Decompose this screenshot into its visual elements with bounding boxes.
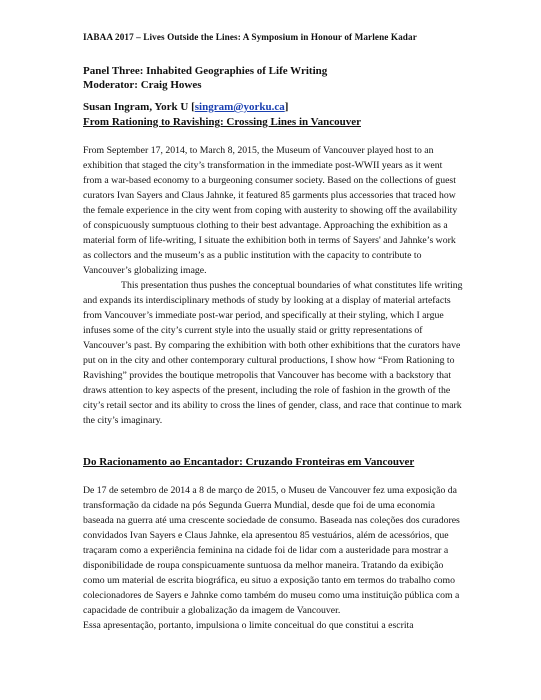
- paper-title-english: From Rationing to Ravishing: Crossing Lines in Vancouver: [83, 116, 361, 128]
- author-name: Susan Ingram, York U [: [83, 101, 195, 113]
- panel-title: Panel Three: Inhabited Geographies of Life Writing: [83, 65, 328, 77]
- author-block: [83, 100, 503, 130]
- running-header: IABAA 2017 – Lives Outside the Lines: A Symposium in Honour of Marlene Kadar: [83, 32, 417, 42]
- panel-moderator: Moderator: Craig Howes: [83, 79, 202, 91]
- author-bracket: ]: [284, 101, 289, 113]
- abstract-english-paragraph-1: From September 17, 2014, to March 8, 2015, the Museum of Vancouver played host to an exhibition that staged the city’s transformation in the immediate post-WWII years as it went from a war-based economy to a burgeoning consumer society. Based on the collections of guest curators Ivan Sayers and Claus Jahnke, it featured 85 garments plus accessories that traced how the female experience in the city went from coping with austerity to showing off the availability of conspicuously sumptuous clothing to their best advantage. Approaching the exhibition as a material form of life-writing, I situate the exhibition both in terms of Sayers' and Jahnke’s work as collectors and the museum’s as a public institution with the capacity to contribute to Vancouver’s globalizing image.: [83, 145, 458, 276]
- abstract-english: [83, 143, 463, 428]
- author-email-link[interactable]: singram@yorku.ca: [194, 101, 285, 113]
- author-line: [83, 100, 503, 115]
- panel-info: [83, 64, 483, 92]
- abstract-portuguese: [83, 483, 463, 633]
- abstract-portuguese-paragraph-2: Essa apresentação, portanto, impulsiona o limite conceitual do que constitui a escrita: [83, 620, 414, 631]
- abstract-english-paragraph-2: This presentation thus pushes the conceptual boundaries of what constitutes life writing and expands its interdisciplinary methods of study by looking at a display of material artefacts from Vancouver’s immediate post-war period, and specifically at their styling, which I argue infuses some of the city’s current style into the usually staid or gritty representations of Vancouver’s past. By comparing the exhibition with both other exhibitions that the curators have put on in the city and other contemporary cultural productions, I show how “From Rationing to Ravishing” provides the boutique metropolis that Vancouver has become with a backstory that draws attention to key aspects of the present, including the role of fashion in the growth of the city’s retail sector and its ability to cross the lines of gender, class, and race that continue to mark the city’s imaginary.: [83, 280, 463, 426]
- paper-title-portuguese: Do Racionamento ao Encantador: Cruzando Fronteiras em Vancouver: [83, 456, 415, 468]
- abstract-portuguese-paragraph-1: De 17 de setembro de 2014 a 8 de março de 2015, o Museu de Vancouver fez uma exposição da transformação da cidade na pós Segunda Guerra Mundial, desde que foi de uma economia baseada na guerra até uma crescente sociedade de consumo. Baseada nas coleções dos curadores convidados Ivan Sayers e Claus Jahnke, ela apresentou 85 vestuários, além de acessórios, que traçaram como a experiência feminina na cidade foi de lidar com a austeridade para mostrar a disponibilidade de roupa conspicuamente suntuosa da melhor maneira. Tratando da exibição como um material de escrita biográfica, eu situo a exposição tanto em termos do trabalho como colecionadores de Sayers e Jahnke como também do museu como uma instituição pública com a capacidade de contribuir a globalização da imagem de Vancouver.: [83, 485, 460, 616]
